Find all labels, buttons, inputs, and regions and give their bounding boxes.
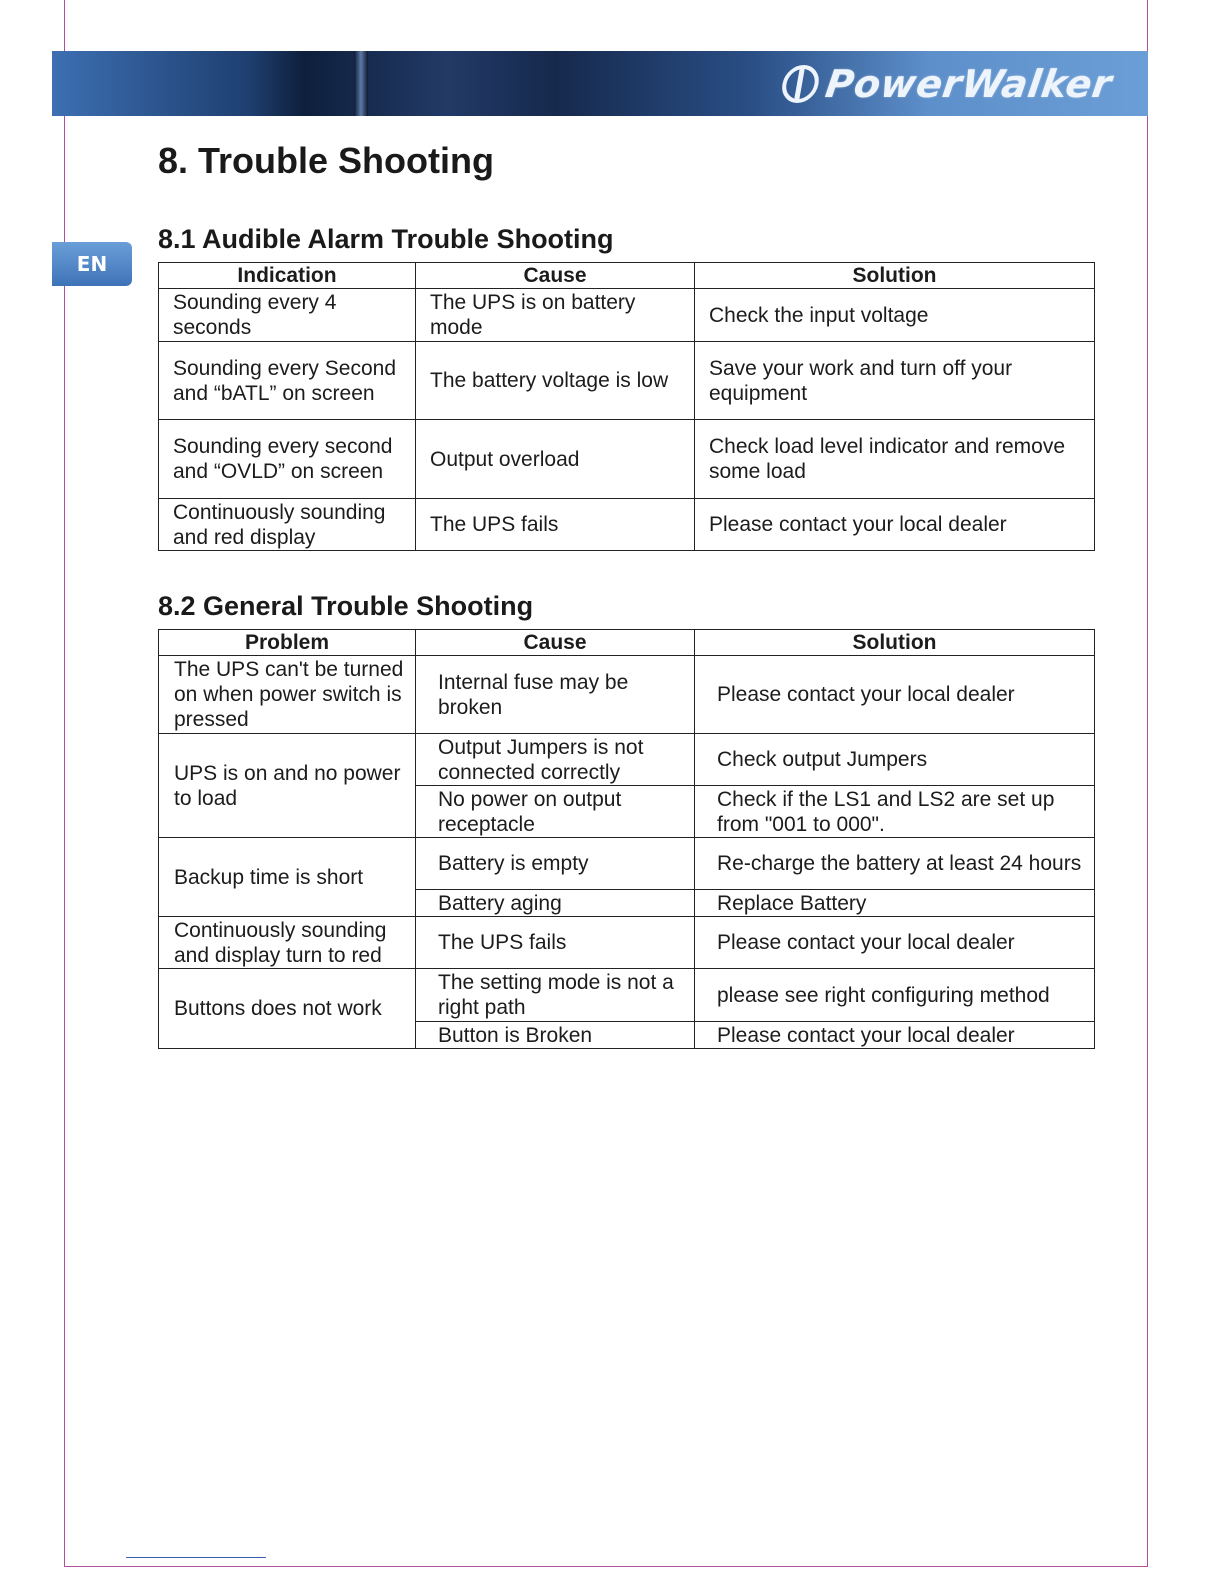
indication-cell: Continuously sounding and red display	[159, 499, 416, 551]
table-header-row	[159, 630, 1095, 656]
cause-cell: The setting mode is not a right path	[416, 969, 695, 1022]
general-troubleshooting-table	[158, 629, 1095, 1049]
problem-cell: Backup time is short	[159, 838, 416, 917]
table-header-row	[159, 263, 1095, 289]
audible-alarm-table	[158, 262, 1095, 551]
brand-logo	[780, 61, 1116, 107]
cause-cell: Button is Broken	[416, 1022, 695, 1049]
solution-cell: Please contact your local dealer	[695, 656, 1095, 734]
column-header: Problem	[159, 630, 416, 656]
table-row	[159, 420, 1095, 499]
solution-cell: Check load level indicator and remove some load	[695, 420, 1095, 499]
cause-cell: Battery aging	[416, 890, 695, 917]
problem-cell: Buttons does not work	[159, 969, 416, 1049]
table-row	[159, 969, 1095, 1022]
cause-cell: The UPS is on battery mode	[416, 289, 695, 342]
solution-cell: Please contact your local dealer	[695, 1022, 1095, 1049]
indication-cell: Sounding every 4 seconds	[159, 289, 416, 342]
cause-cell: Output overload	[416, 420, 695, 499]
solution-cell: Replace Battery	[695, 890, 1095, 917]
solution-cell: Re-charge the battery at least 24 hours	[695, 838, 1095, 890]
solution-cell: Check output Jumpers	[695, 734, 1095, 786]
solution-cell: please see right configuring method	[695, 969, 1095, 1022]
page-trim-left	[64, 0, 65, 1566]
cause-cell: The battery voltage is low	[416, 342, 695, 420]
cause-cell: No power on output receptacle	[416, 786, 695, 838]
cause-cell: Battery is empty	[416, 838, 695, 890]
table-row	[159, 656, 1095, 734]
cause-cell: The UPS fails	[416, 917, 695, 969]
header-banner	[52, 51, 1148, 116]
problem-cell: UPS is on and no power to load	[159, 734, 416, 838]
solution-cell: Check if the LS1 and LS2 are set up from "001 to 000".	[695, 786, 1095, 838]
column-header: Indication	[159, 263, 416, 289]
table-row	[159, 734, 1095, 786]
section-title-audible-alarm: 8.1 Audible Alarm Trouble Shooting	[158, 224, 614, 254]
column-header: Solution	[695, 263, 1095, 289]
indication-cell: Sounding every second and “OVLD” on screen	[159, 420, 416, 499]
brand-name: PowerWalker	[823, 62, 1116, 106]
page-trim-right	[1147, 0, 1148, 1566]
footer-rule	[126, 1557, 266, 1558]
problem-cell: Continuously sounding and display turn to red	[159, 917, 416, 969]
page-title: 8. Trouble Shooting	[158, 140, 494, 181]
cause-cell: Output Jumpers is not connected correctly	[416, 734, 695, 786]
column-header: Cause	[416, 263, 695, 289]
solution-cell: Check the input voltage	[695, 289, 1095, 342]
banner-divider	[354, 51, 368, 116]
solution-cell: Save your work and turn off your equipment	[695, 342, 1095, 420]
indication-cell: Sounding every Second and “bATL” on screen	[159, 342, 416, 420]
column-header: Solution	[695, 630, 1095, 656]
table-row	[159, 342, 1095, 420]
table-row	[159, 289, 1095, 342]
solution-cell: Please contact your local dealer	[695, 917, 1095, 969]
power-logo-icon	[780, 64, 820, 104]
table-row	[159, 499, 1095, 551]
table-row	[159, 838, 1095, 890]
solution-cell: Please contact your local dealer	[695, 499, 1095, 551]
language-tab: EN	[52, 242, 132, 286]
section-title-general: 8.2 General Trouble Shooting	[158, 591, 534, 621]
cause-cell: Internal fuse may be broken	[416, 656, 695, 734]
cause-cell: The UPS fails	[416, 499, 695, 551]
column-header: Cause	[416, 630, 695, 656]
problem-cell: The UPS can't be turned on when power switch is pressed	[159, 656, 416, 734]
page-trim-bottom	[64, 1566, 1148, 1567]
table-row	[159, 917, 1095, 969]
